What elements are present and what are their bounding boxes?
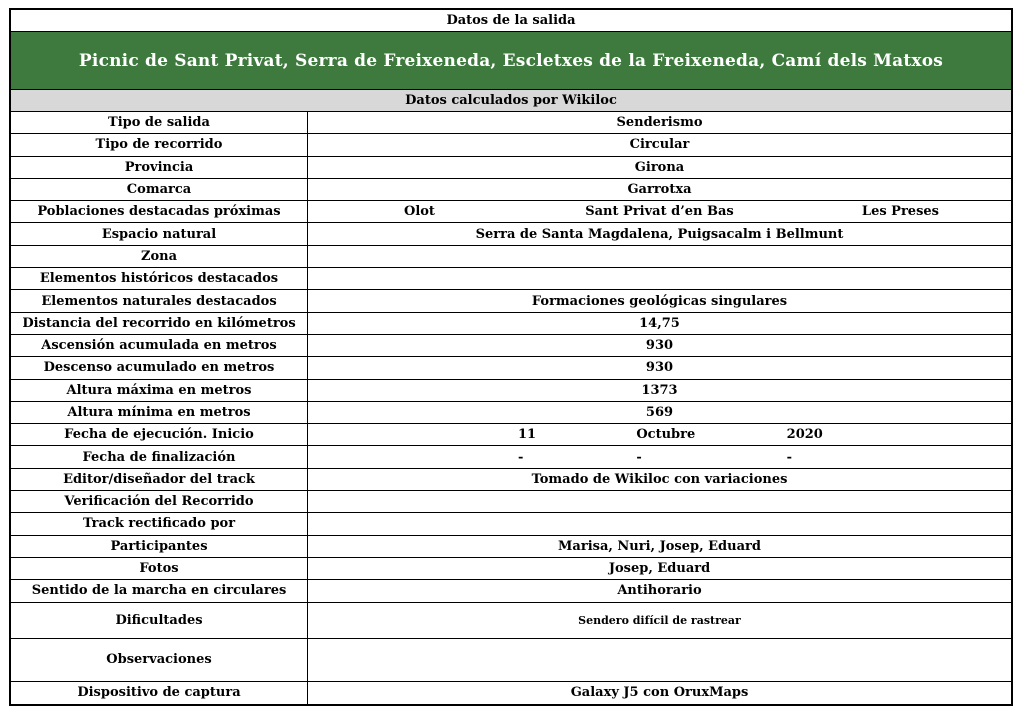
row-value: Galaxy J5 con OruxMaps	[570, 685, 749, 701]
row-comarca	[11, 179, 1011, 201]
row-altura-minima	[11, 402, 1011, 424]
row-observaciones	[11, 639, 1011, 682]
row-value: Serra de Santa Magdalena, Puigsacalm i Bellmunt	[475, 226, 844, 242]
row-label: Distancia del recorrido en kilómetros	[11, 313, 308, 334]
row-value	[308, 246, 1011, 267]
row-value: Sendero difícil de rastrear	[578, 613, 741, 627]
row-label: Fotos	[11, 558, 308, 579]
row-value: Marisa, Nuri, Josep, Eduard	[558, 538, 761, 554]
row-label: Sentido de la marcha en circulares	[11, 580, 308, 601]
row-value: Tomado de Wikiloc con variaciones	[531, 471, 788, 487]
route-name-banner: Picnic de Sant Privat, Serra de Freixeneda, Escletxes de la Freixeneda, Camí dels Matxos	[11, 32, 1011, 90]
row-zona	[11, 246, 1011, 268]
row-label: Fecha de ejecución. Inicio	[11, 424, 308, 445]
row-descenso	[11, 357, 1011, 379]
row-value	[308, 491, 1011, 512]
row-ascension	[11, 335, 1011, 357]
sheet-title: Datos de la salida	[11, 10, 1011, 32]
poblacion-2: Sant Privat d’en Bas	[585, 204, 734, 220]
row-value: Girona	[634, 159, 685, 175]
row-label: Elementos históricos destacados	[11, 268, 308, 289]
date-group	[308, 446, 1011, 467]
row-value	[308, 268, 1011, 289]
row-distancia	[11, 313, 1011, 335]
row-label: Tipo de salida	[11, 112, 308, 133]
row-value: Formaciones geológicas singulares	[531, 293, 788, 309]
row-dificultades	[11, 603, 1011, 639]
row-value: 14,75	[639, 315, 680, 331]
date-group	[308, 424, 1011, 445]
row-label: Dificultades	[11, 603, 308, 638]
row-track-rectificado	[11, 513, 1011, 535]
row-tipo-salida	[11, 112, 1011, 134]
row-label: Altura mínima en metros	[11, 402, 308, 423]
row-label: Ascensión acumulada en metros	[11, 335, 308, 356]
row-value: 1373	[641, 382, 678, 398]
row-label: Editor/diseñador del track	[11, 469, 308, 490]
row-label: Provincia	[11, 157, 308, 178]
date-day: 11	[518, 427, 537, 443]
row-fecha-inicio	[11, 424, 1011, 446]
row-value: 569	[645, 405, 674, 420]
row-editor	[11, 469, 1011, 491]
row-elementos-historicos	[11, 268, 1011, 290]
row-label: Observaciones	[11, 639, 308, 681]
row-label: Tipo de recorrido	[11, 134, 308, 155]
row-verificacion	[11, 491, 1011, 513]
row-sentido	[11, 580, 1011, 602]
row-value: Senderismo	[616, 115, 703, 131]
row-label: Poblaciones destacadas próximas	[11, 201, 308, 222]
date-day: -	[518, 449, 524, 465]
row-fotos	[11, 558, 1011, 580]
row-label: Dispositivo de captura	[11, 682, 308, 704]
row-label: Espacio natural	[11, 223, 308, 244]
route-data-sheet	[9, 8, 1013, 706]
row-value: Josep, Eduard	[608, 561, 711, 577]
row-value: 930	[645, 360, 674, 376]
row-label: Elementos naturales destacados	[11, 290, 308, 311]
row-label: Zona	[11, 246, 308, 267]
section-title: Datos calculados por Wikiloc	[11, 90, 1011, 112]
date-year: -	[786, 449, 793, 465]
row-value	[308, 513, 1011, 534]
row-value: Garrotxa	[627, 182, 692, 198]
row-value: Antihorario	[617, 583, 702, 599]
row-provincia	[11, 157, 1011, 179]
row-value	[308, 639, 1011, 681]
row-label: Verificación del Recorrido	[11, 491, 308, 512]
poblacion-3: Les Preses	[861, 204, 939, 220]
row-participantes	[11, 536, 1011, 558]
row-label: Descenso acumulado en metros	[11, 357, 308, 378]
row-label: Participantes	[11, 536, 308, 557]
row-poblaciones	[11, 201, 1011, 223]
date-month: Octubre	[636, 427, 696, 443]
row-value: Circular	[629, 137, 690, 153]
poblacion-1: Olot	[404, 204, 435, 220]
date-year: 2020	[786, 427, 823, 443]
row-altura-maxima	[11, 380, 1011, 402]
row-value-group	[308, 201, 1011, 222]
row-value: 930	[645, 338, 674, 354]
row-dispositivo	[11, 682, 1011, 704]
row-label: Fecha de finalización	[11, 446, 308, 467]
row-fecha-fin	[11, 446, 1011, 468]
row-elementos-naturales	[11, 290, 1011, 312]
row-espacio-natural	[11, 223, 1011, 245]
row-label: Comarca	[11, 179, 308, 200]
row-label: Altura máxima en metros	[11, 380, 308, 401]
row-tipo-recorrido	[11, 134, 1011, 156]
row-label: Track rectificado por	[11, 513, 308, 534]
date-month: -	[636, 449, 642, 465]
